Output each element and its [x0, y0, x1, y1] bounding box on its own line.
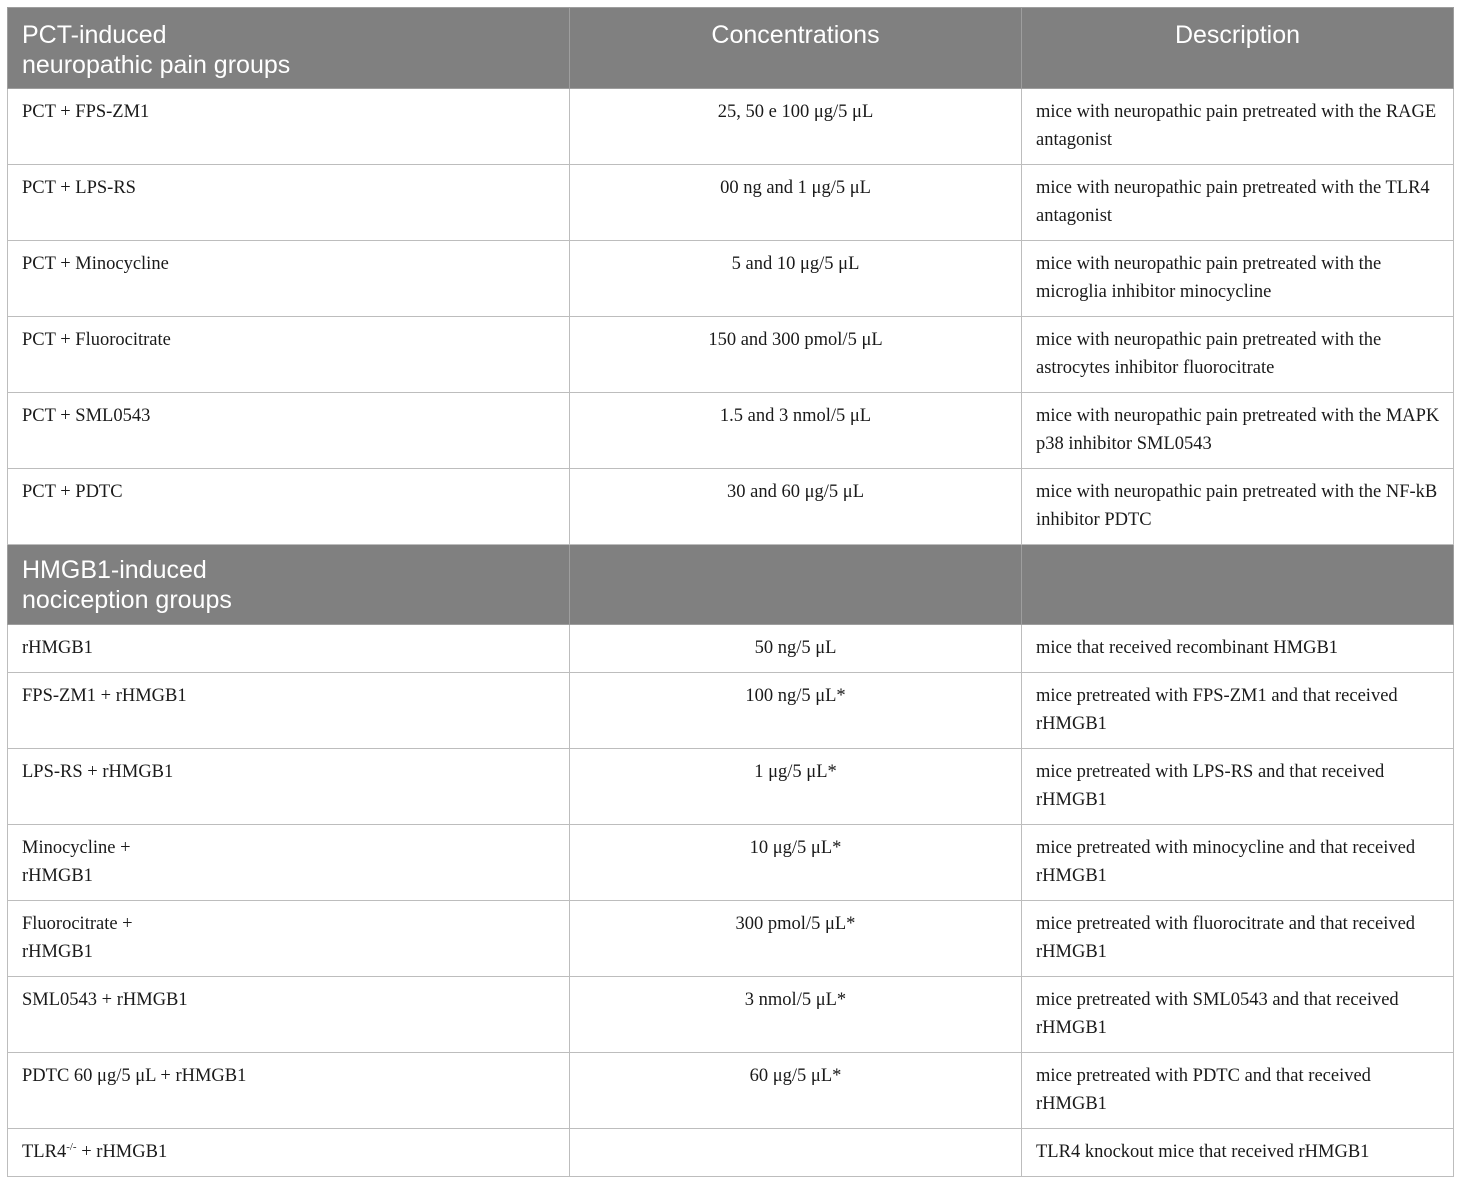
group-cell: PCT + Fluorocitrate — [8, 317, 570, 393]
section-hmgb1-title — [8, 545, 570, 625]
header-concentrations: Concentrations — [570, 8, 1022, 89]
table-row — [8, 1129, 1454, 1177]
description-cell: mice pretreated with LPS-RS and that received rHMGB1 — [1022, 749, 1454, 825]
concentration-cell: 60 μg/5 μL* — [570, 1053, 1022, 1129]
section-header-row — [8, 545, 1454, 625]
table-row — [8, 1053, 1454, 1129]
header-groups-line2: neuropathic pain groups — [22, 51, 291, 79]
group-prefix: TLR4 — [22, 1142, 67, 1162]
description-cell: mice with neuropathic pain pretreated with the TLR4 antagonist — [1022, 165, 1454, 241]
concentration-cell — [570, 1129, 1022, 1177]
group-suffix: + rHMGB1 — [76, 1142, 168, 1162]
concentration-cell: 30 and 60 μg/5 μL — [570, 469, 1022, 545]
table-row — [8, 393, 1454, 469]
description-cell: mice pretreated with SML0543 and that received rHMGB1 — [1022, 977, 1454, 1053]
concentration-cell: 10 μg/5 μL* — [570, 825, 1022, 901]
group-cell — [8, 1129, 570, 1177]
description-cell: mice with neuropathic pain pretreated with the MAPK p38 inhibitor SML0543 — [1022, 393, 1454, 469]
table-row — [8, 673, 1454, 749]
description-cell: mice with neuropathic pain pretreated with the astrocytes inhibitor fluorocitrate — [1022, 317, 1454, 393]
group-cell: SML0543 + rHMGB1 — [8, 977, 570, 1053]
group-cell: PCT + SML0543 — [8, 393, 570, 469]
table-row — [8, 89, 1454, 165]
table-row — [8, 749, 1454, 825]
group-cell: PDTC 60 μg/5 μL + rHMGB1 — [8, 1053, 570, 1129]
description-cell: mice with neuropathic pain pretreated with the RAGE antagonist — [1022, 89, 1454, 165]
concentration-cell: 00 ng and 1 μg/5 μL — [570, 165, 1022, 241]
description-cell: mice with neuropathic pain pretreated with the NF-kB inhibitor PDTC — [1022, 469, 1454, 545]
concentration-cell: 300 pmol/5 μL* — [570, 901, 1022, 977]
concentration-cell: 5 and 10 μg/5 μL — [570, 241, 1022, 317]
section-hmgb1-line1: HMGB1-induced — [22, 556, 207, 584]
concentration-cell: 1.5 and 3 nmol/5 μL — [570, 393, 1022, 469]
knockout-superscript: -/- — [66, 1141, 77, 1153]
group-cell: PCT + Minocycline — [8, 241, 570, 317]
header-groups — [8, 8, 570, 89]
group-cell: Minocycline + rHMGB1 — [8, 825, 570, 901]
concentration-cell: 50 ng/5 μL — [570, 625, 1022, 673]
treatment-groups-table — [7, 7, 1454, 1177]
table-row — [8, 901, 1454, 977]
concentration-cell: 25, 50 e 100 μg/5 μL — [570, 89, 1022, 165]
description-cell: mice pretreated with PDTC and that received rHMGB1 — [1022, 1053, 1454, 1129]
table-row — [8, 825, 1454, 901]
description-cell: mice pretreated with fluorocitrate and that received rHMGB1 — [1022, 901, 1454, 977]
concentration-cell: 100 ng/5 μL* — [570, 673, 1022, 749]
concentration-cell: 3 nmol/5 μL* — [570, 977, 1022, 1053]
group-cell: rHMGB1 — [8, 625, 570, 673]
header-groups-line1: PCT-induced — [22, 21, 167, 49]
description-cell: mice pretreated with FPS-ZM1 and that received rHMGB1 — [1022, 673, 1454, 749]
table-row — [8, 317, 1454, 393]
concentration-cell: 150 and 300 pmol/5 μL — [570, 317, 1022, 393]
table-header-row — [8, 8, 1454, 89]
section-empty-cell — [570, 545, 1022, 625]
table-row — [8, 469, 1454, 545]
table-row — [8, 625, 1454, 673]
description-cell: mice that received recombinant HMGB1 — [1022, 625, 1454, 673]
concentration-cell: 1 μg/5 μL* — [570, 749, 1022, 825]
table-row — [8, 165, 1454, 241]
description-cell: mice with neuropathic pain pretreated with the microglia inhibitor minocycline — [1022, 241, 1454, 317]
description-cell: TLR4 knockout mice that received rHMGB1 — [1022, 1129, 1454, 1177]
group-cell: PCT + FPS-ZM1 — [8, 89, 570, 165]
section-hmgb1-line2: nociception groups — [22, 586, 232, 614]
section-empty-cell — [1022, 545, 1454, 625]
header-description: Description — [1022, 8, 1454, 89]
group-cell: PCT + LPS-RS — [8, 165, 570, 241]
table-row — [8, 241, 1454, 317]
group-cell: FPS-ZM1 + rHMGB1 — [8, 673, 570, 749]
group-cell: LPS-RS + rHMGB1 — [8, 749, 570, 825]
table-row — [8, 977, 1454, 1053]
group-cell: Fluorocitrate + rHMGB1 — [8, 901, 570, 977]
description-cell: mice pretreated with minocycline and that received rHMGB1 — [1022, 825, 1454, 901]
group-cell: PCT + PDTC — [8, 469, 570, 545]
